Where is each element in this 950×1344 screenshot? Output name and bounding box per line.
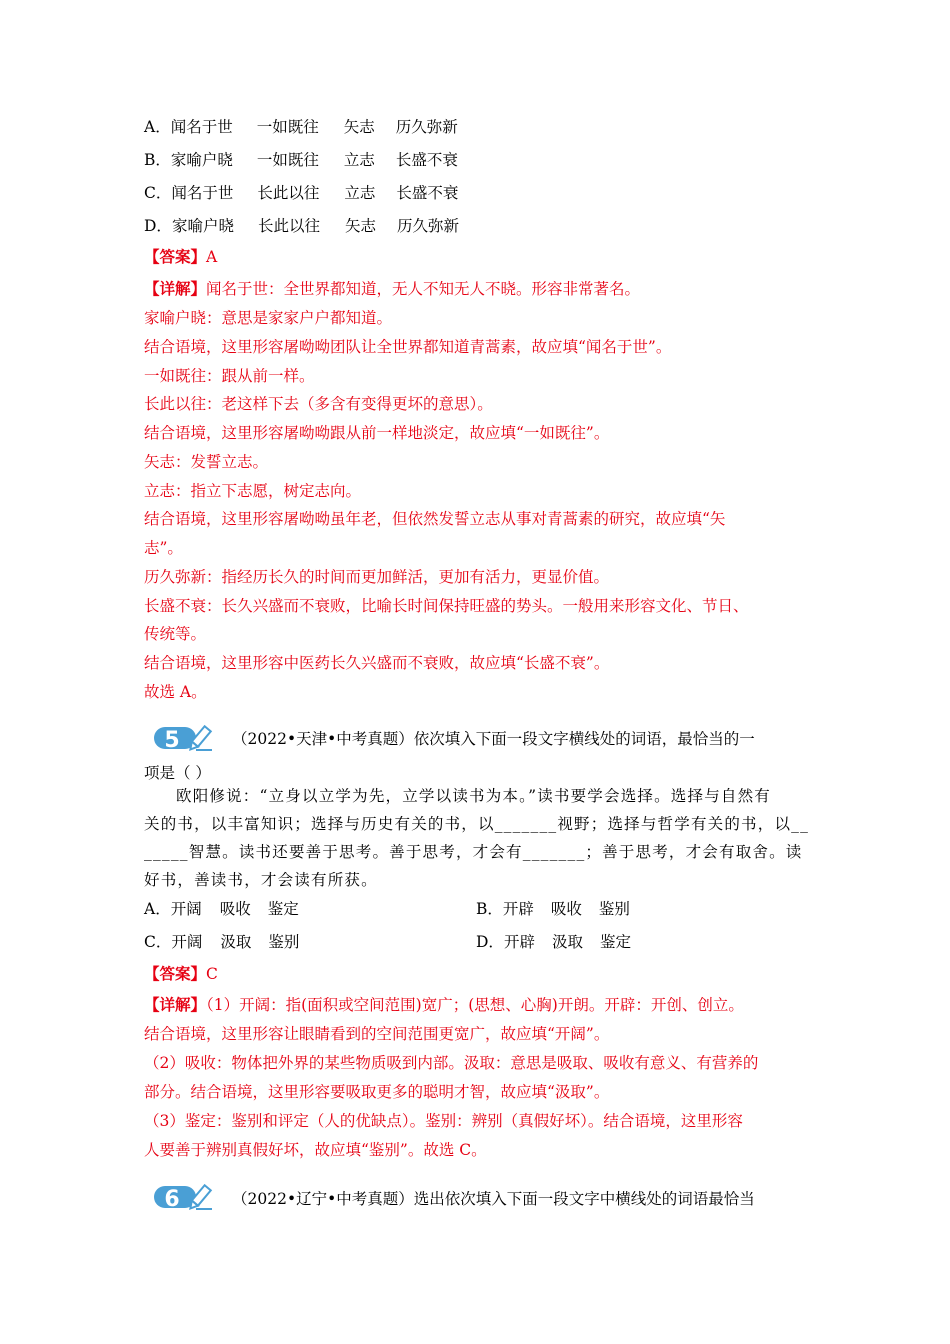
q5-passage-line: 好书，善读书，才会读有所获。 [144, 871, 378, 889]
question-number-badge [152, 1181, 216, 1213]
q5-detail-line: 部分。结合语境，这里形容要吸取更多的聪明才智，故应填“汲取”。 [144, 1083, 610, 1101]
question-number-badge [152, 722, 216, 754]
svg-text:6: 6 [164, 1187, 180, 1212]
q4-detail-line: 历久弥新：指经历长久的时间而更加鲜活，更加有活力，更显价值。 [144, 568, 610, 586]
q5-detail-line: 结合语境，这里形容让眼睛看到的空间范围更宽广，故应填“开阔”。 [144, 1025, 610, 1043]
q4-detail-line: 【详解】闻名于世：全世界都知道，无人不知无人不晓。形容非常著名。 [144, 279, 641, 298]
q5-detail-line: （3）鉴定：鉴别和评定（人的优缺点）。鉴别：辨别（真假好坏）。结合语境，这里形容 [144, 1112, 743, 1130]
q5-detail-line: 【详解】（1）开阔：指(面积或空间范围)宽广；(思想、心胸)开朗。开辟：开创、创立。 [144, 995, 744, 1014]
q4-option-d: D．家喻户晓 长此以往 矢志 历久弥新 [144, 217, 459, 235]
q5-option-a: A．开阔 吸收 鉴定 [144, 900, 299, 918]
q4-option-a: A．闻名于世 一如既往 矢志 历久弥新 [144, 118, 458, 136]
pencil-icon [152, 722, 216, 754]
q4-option-c: C．闻名于世 长此以往 立志 长盛不衰 [144, 184, 459, 202]
q5-detail-line: 人要善于辨别真假好坏，故应填“鉴别”。故选 C。 [144, 1141, 487, 1159]
q4-option-b: B．家喻户晓 一如既往 立志 长盛不衰 [144, 151, 458, 169]
q4-detail-line: 长此以往：老这样下去（多含有变得更坏的意思）。 [144, 395, 493, 413]
q5-detail-line: （2）吸收：物体把外界的某些物质吸到内部。汲取：意思是吸取、吸收有意义、有营养的 [144, 1054, 759, 1072]
q5-passage-line: 欧阳修说：“立身以立学为先，立学以读书为本。”读书要学会选择。选择与自然有 [176, 787, 772, 805]
q5-passage-line: 关的书，以丰富知识；选择与历史有关的书，以_______视野；选择与哲学有关的书，以__ [144, 815, 810, 833]
q5-option-b: B．开辟 吸收 鉴别 [476, 900, 630, 918]
q5-passage-line: _____智慧。读书还要善于思考。善于思考，才会有_______；善于思考，才会有取舍。读 [144, 843, 803, 861]
q4-detail-line: 结合语境，这里形容屠呦呦跟从前一样地淡定，故应填“一如既往”。 [144, 424, 610, 442]
q4-detail-line: 矢志：发誓立志。 [144, 453, 269, 471]
q4-detail-line: 长盛不衰：长久兴盛而不衰败，比喻长时间保持旺盛的势头。一般用来形容文化、节日、 [144, 597, 749, 615]
q5-option-c: C．开阔 汲取 鉴别 [144, 933, 300, 951]
q5-answer: 【答案】C [144, 964, 218, 983]
q4-detail-line: 结合语境，这里形容屠呦呦虽年老，但依然发誓立志从事对青蒿素的研究，故应填“矢 [144, 510, 726, 528]
q5-question-stem-cont: 项是（ ） [144, 764, 211, 782]
q6-question-stem: （2022•辽宁•中考真题）选出依次填入下面一段文字中横线处的词语最恰当 [232, 1190, 755, 1208]
q4-detail-line: 家喻户晓：意思是家家户户都知道。 [144, 309, 393, 327]
q4-detail-line: 传统等。 [144, 625, 207, 643]
svg-text:5: 5 [164, 728, 180, 753]
q4-detail-line: 故选 A。 [144, 683, 207, 701]
q5-option-d: D．开辟 汲取 鉴定 [476, 933, 631, 951]
q4-answer: 【答案】A [144, 247, 218, 266]
q5-question-stem: （2022•天津•中考真题）依次填入下面一段文字横线处的词语，最恰当的一 [232, 730, 755, 748]
q4-detail-line: 立志：指立下志愿，树定志向。 [144, 482, 362, 500]
pencil-icon [152, 1181, 216, 1213]
q4-detail-line: 志”。 [144, 539, 183, 557]
q4-detail-line: 结合语境，这里形容中医药长久兴盛而不衰败，故应填“长盛不衰”。 [144, 654, 610, 672]
q4-detail-line: 一如既往：跟从前一样。 [144, 367, 315, 385]
q4-detail-line: 结合语境，这里形容屠呦呦团队让全世界都知道青蒿素，故应填“闻名于世”。 [144, 338, 672, 356]
